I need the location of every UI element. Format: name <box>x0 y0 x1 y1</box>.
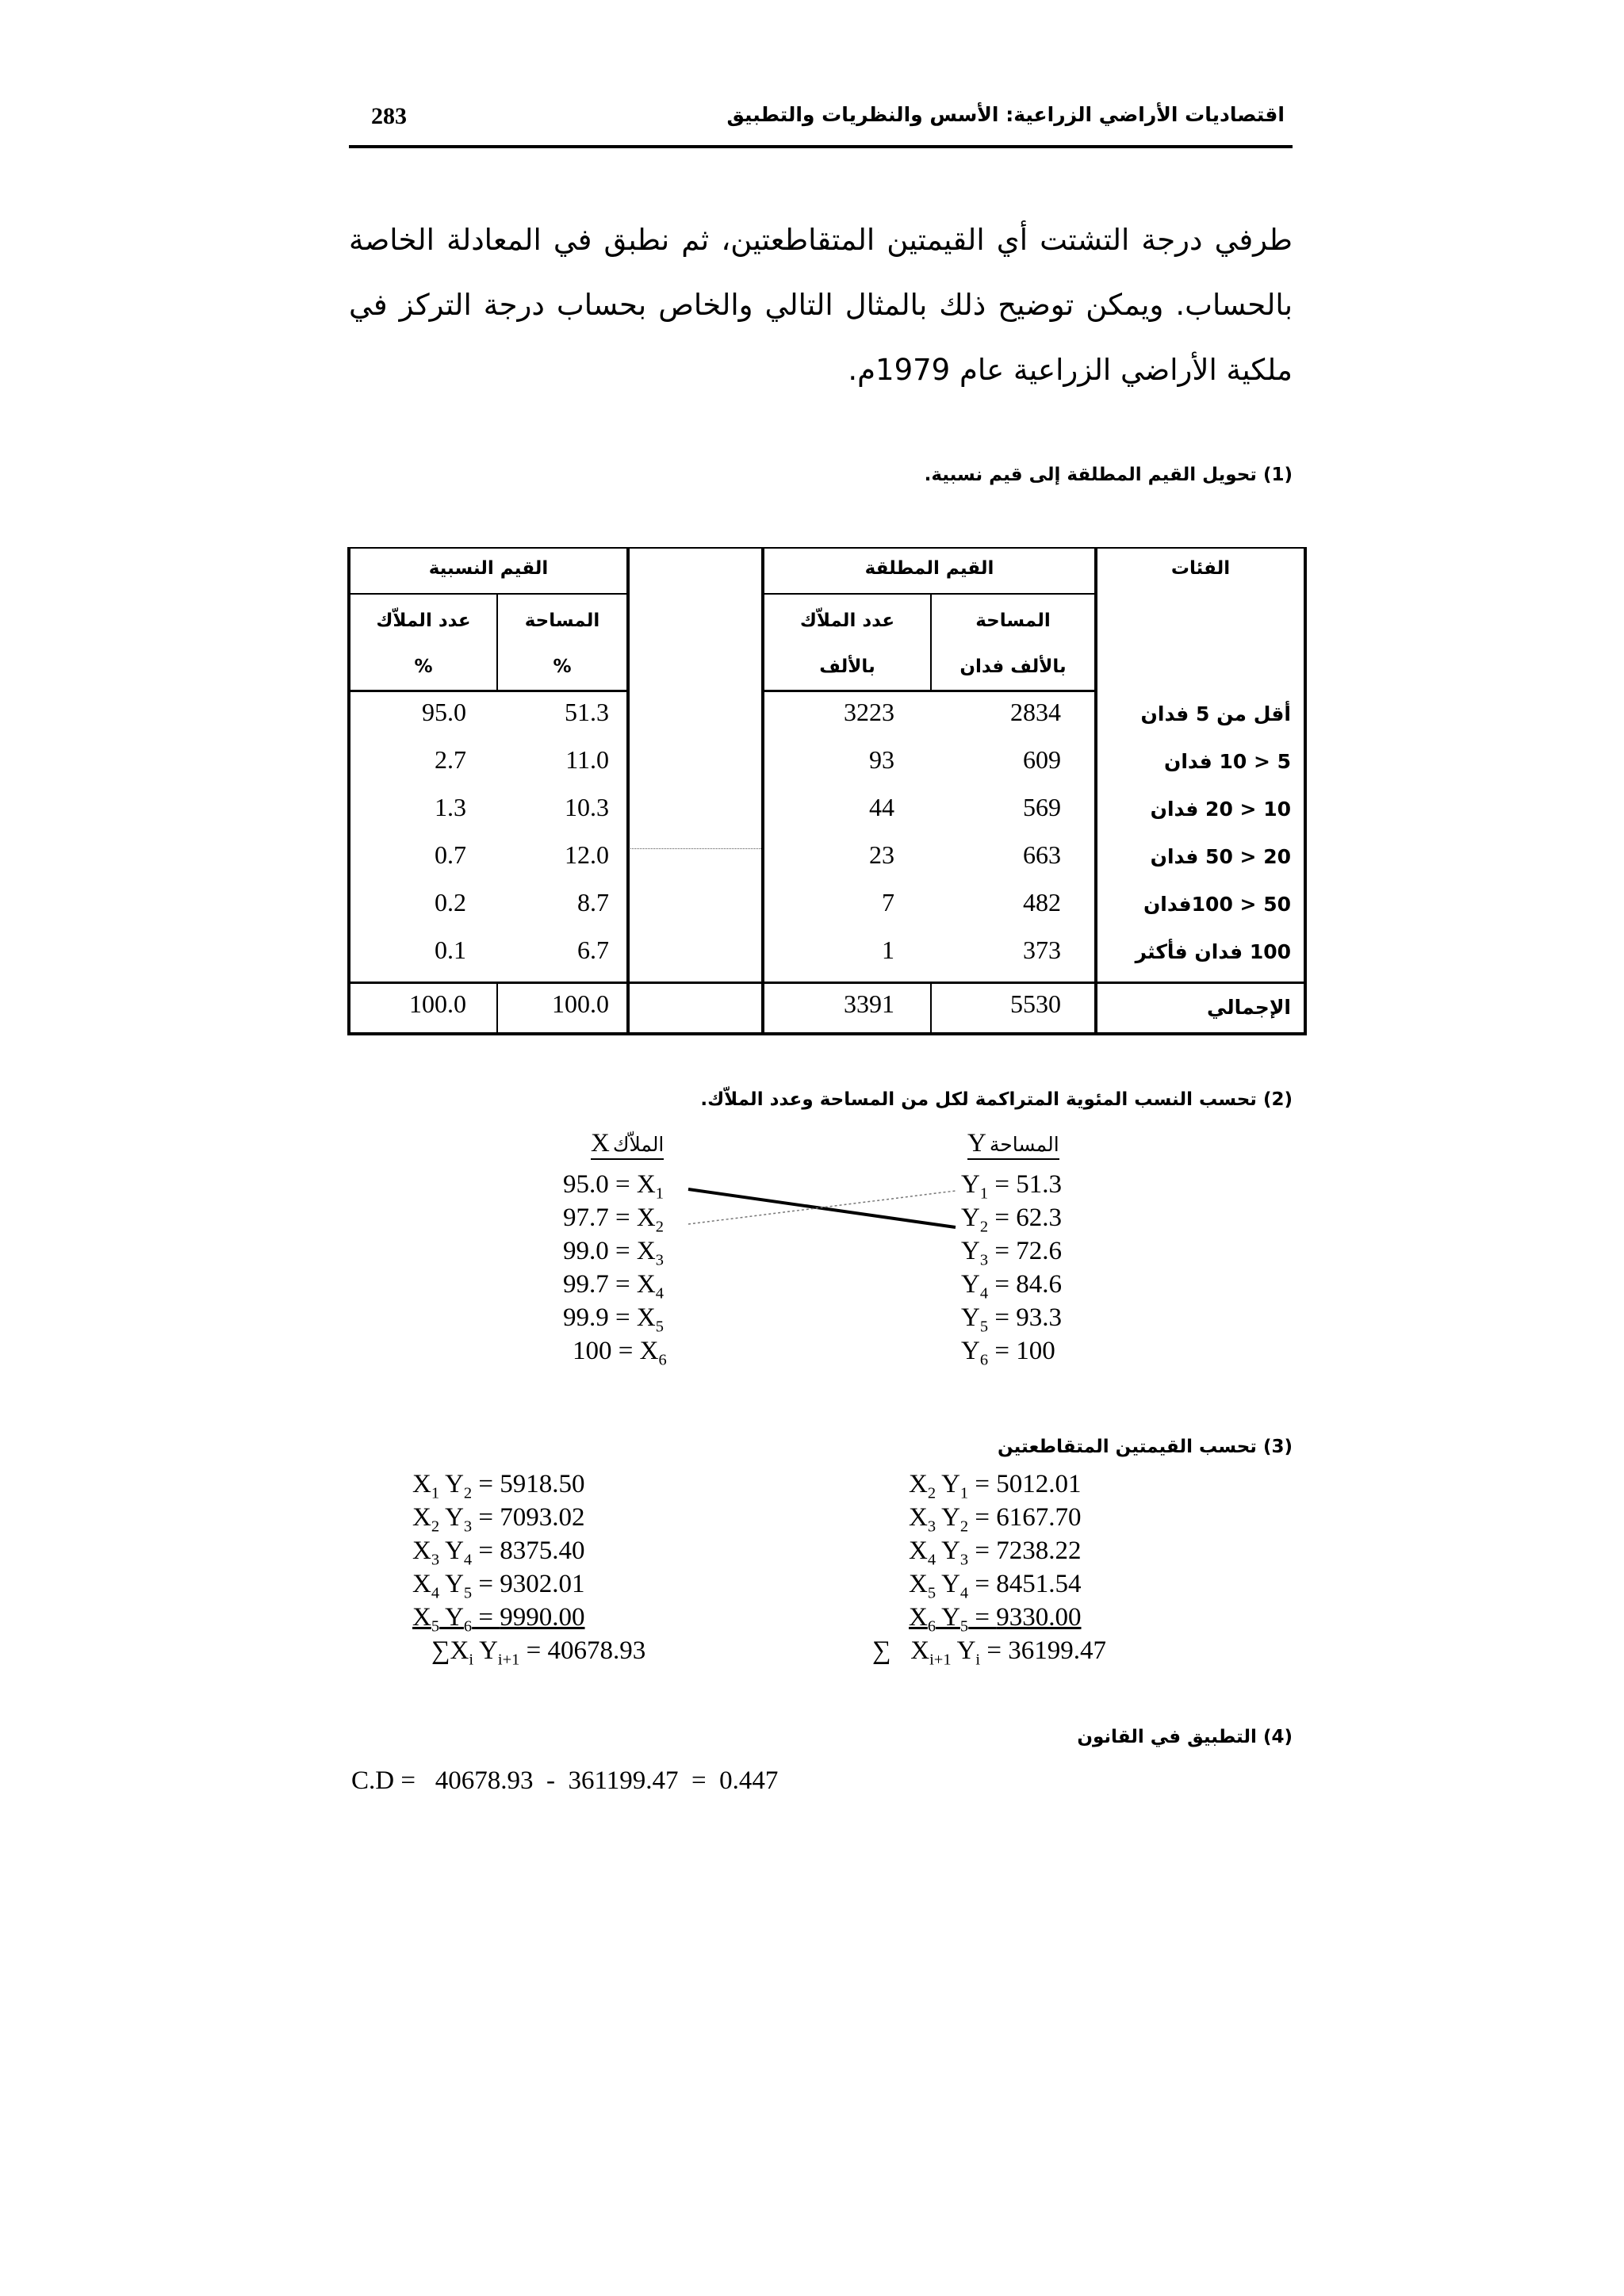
step-3-heading: (3) تحسب القيمتين المتقاطعتين <box>997 1437 1293 1457</box>
y5-line: $Y_5 = 93.3$ <box>961 1303 1062 1336</box>
header-rule <box>349 145 1293 148</box>
table-v-border <box>626 547 630 1034</box>
y-label: Y <box>967 1129 986 1158</box>
x-label: X <box>591 1129 610 1158</box>
row-owners-pct: 95.0 <box>422 698 466 726</box>
rel-owners-unit: % <box>414 656 433 677</box>
cd-formula <box>351 1766 778 1796</box>
table-v-divider <box>496 982 498 1032</box>
row-area-pct: 8.7 <box>577 888 609 916</box>
y3-line: $Y_3 = 72.6$ <box>961 1237 1062 1269</box>
x2-line: $97.7 = X_2$ <box>563 1203 664 1236</box>
rel-area-header: المساحة <box>524 610 600 631</box>
step-2-heading: (2) تحسب النسب المئوية المتراكمة لكل من المساحة وعدد الملاّك. <box>700 1089 1293 1110</box>
row-owners-pct: 2.7 <box>435 745 466 774</box>
y6-line: $Y_6 = 100$ <box>961 1337 1055 1369</box>
cd-label: C.D = <box>351 1766 416 1795</box>
cross-right-line: $X_2$ $Y_1 = 5012.01$ <box>909 1470 1082 1502</box>
page-number: 283 <box>371 103 407 129</box>
cross-left-sum: $\sum X_i$ $Y_{i+1} = 40678.93$ <box>431 1636 646 1669</box>
row-owners-pct: 0.7 <box>435 840 466 869</box>
cross-right-line: $X_6$ $Y_5 = 9330.00$ <box>909 1603 1082 1636</box>
table-rule <box>761 593 1094 595</box>
cross-left-line: $X_5$ $Y_6 = 9990.00$ <box>412 1603 585 1636</box>
x4-line: $99.7 = X_4$ <box>563 1270 664 1303</box>
running-header-title: اقتصاديات الأراضي الزراعية: الأسس والنظريات والتطبيق <box>726 103 1285 126</box>
row-area: 663 <box>1023 840 1061 869</box>
x6-line: $100 = X_6$ <box>573 1337 667 1369</box>
col-categories-header: الفئات <box>1170 558 1231 579</box>
abs-area-header: المساحة <box>975 610 1051 631</box>
cd-term-a: 40678.93 <box>435 1766 534 1795</box>
table-bottom-border <box>347 1032 1307 1035</box>
table-rule <box>347 982 1307 984</box>
row-owners-pct: 1.3 <box>435 793 466 821</box>
table-v-divider <box>930 982 932 1032</box>
rel-owners-header: عدد الملاّك <box>376 610 471 631</box>
total-label: الإجمالي <box>1206 996 1291 1019</box>
cumulative-percentages <box>555 1126 1094 1380</box>
cross-left-line: $X_3$ $Y_4 = 8375.40$ <box>412 1536 585 1569</box>
row-owners-pct: 0.1 <box>435 936 466 964</box>
y-name: المساحة <box>989 1133 1059 1156</box>
cd-term-b: 361199.47 <box>568 1766 679 1795</box>
x1-line: $95.0 = X_1$ <box>563 1170 664 1203</box>
cross-products <box>404 1467 1197 1673</box>
row-category: 10 < 20 فدان <box>1150 798 1291 821</box>
x-name: الملاّك <box>612 1133 665 1156</box>
row-category: 50 < 100فدان <box>1143 893 1291 916</box>
table-rule <box>347 690 626 692</box>
row-category: أقل من 5 فدان <box>1140 702 1291 725</box>
abs-area-unit: بالألف فدان <box>959 656 1067 677</box>
total-owners-pct: 100.0 <box>409 989 466 1018</box>
abs-owners-unit: بالألف <box>819 656 875 677</box>
ownership-table <box>347 547 1307 1039</box>
row-category: 5 < 10 فدان <box>1164 750 1291 773</box>
cross-left-line: $X_1$ $Y_2 = 5918.50$ <box>412 1470 585 1502</box>
cross-left-line: $X_4$ $Y_5 = 9302.01$ <box>412 1570 585 1602</box>
step-4-heading: (4) التطبيق في القانون <box>1077 1727 1293 1747</box>
relative-values-header: القيم النسبية <box>428 558 549 579</box>
row-area: 482 <box>1023 888 1061 916</box>
row-owners: 7 <box>882 888 894 916</box>
cd-result: 0.447 <box>719 1766 779 1795</box>
table-top-border <box>347 547 1307 549</box>
cd-operator: - <box>546 1766 555 1795</box>
abs-owners-header: عدد الملاّك <box>799 610 895 631</box>
row-area: 2834 <box>1010 698 1061 726</box>
intro-paragraph: طرفي درجة التشتت أي القيمتين المتقاطعتين، ثم نطبق في المعادلة الخاصة بالحساب. ويمكن توضيح ذلك بالمثال التالي والخاص بحساب درجة التركز في ملكية الأراضي الزراعية عام 1979م. <box>349 223 1293 387</box>
row-area-pct: 12.0 <box>565 840 609 869</box>
step-1-heading: (1) تحويل القيم المطلقة إلى قيم نسبية. <box>924 465 1293 485</box>
table-rule <box>347 593 626 595</box>
row-owners-pct: 0.2 <box>435 888 466 916</box>
cross-right-sum: ∑ $X_{i+1}$ $Y_i = 36199.47$ <box>872 1636 1106 1669</box>
table-v-border <box>1304 547 1307 1034</box>
row-area-pct: 6.7 <box>577 936 609 964</box>
x3-line: $99.0 = X_3$ <box>563 1237 664 1269</box>
row-category: 20 < 50 فدان <box>1150 845 1291 868</box>
absolute-values-header: القيم المطلقة <box>864 558 994 579</box>
row-owners: 44 <box>869 793 894 821</box>
total-owners: 3391 <box>844 989 894 1018</box>
y4-line: $Y_4 = 84.6$ <box>961 1270 1062 1303</box>
y1-line: $Y_1 = 51.3$ <box>961 1170 1062 1203</box>
row-area-pct: 11.0 <box>565 745 609 774</box>
total-area-pct: 100.0 <box>552 989 609 1018</box>
row-owners: 93 <box>869 745 894 774</box>
solid-connector-line <box>688 1189 956 1227</box>
row-owners: 3223 <box>844 698 894 726</box>
row-area-pct: 10.3 <box>565 793 609 821</box>
cross-right-line: $X_3$ $Y_2 = 6167.70$ <box>909 1503 1082 1536</box>
row-area-pct: 51.3 <box>565 698 609 726</box>
row-area: 373 <box>1023 936 1061 964</box>
total-area: 5530 <box>1010 989 1061 1018</box>
row-owners: 23 <box>869 840 894 869</box>
cross-right-line: $X_4$ $Y_3 = 7238.22$ <box>909 1536 1082 1569</box>
cd-equals: = <box>691 1766 707 1795</box>
row-owners: 1 <box>882 936 894 964</box>
cross-left-line: $X_2$ $Y_3 = 7093.02$ <box>412 1503 585 1536</box>
cross-right-line: $X_5$ $Y_4 = 8451.54$ <box>909 1570 1082 1602</box>
row-area: 569 <box>1023 793 1061 821</box>
x5-line: $99.9 = X_5$ <box>563 1303 664 1336</box>
table-v-border <box>1094 547 1097 1034</box>
y2-line: $Y_2 = 62.3$ <box>961 1203 1062 1236</box>
table-rule <box>761 690 1094 692</box>
row-category: 100 فدان فأكثر <box>1135 940 1291 963</box>
rel-area-unit: % <box>553 656 572 677</box>
stray-dotted-line <box>626 848 761 849</box>
row-area: 609 <box>1023 745 1061 774</box>
